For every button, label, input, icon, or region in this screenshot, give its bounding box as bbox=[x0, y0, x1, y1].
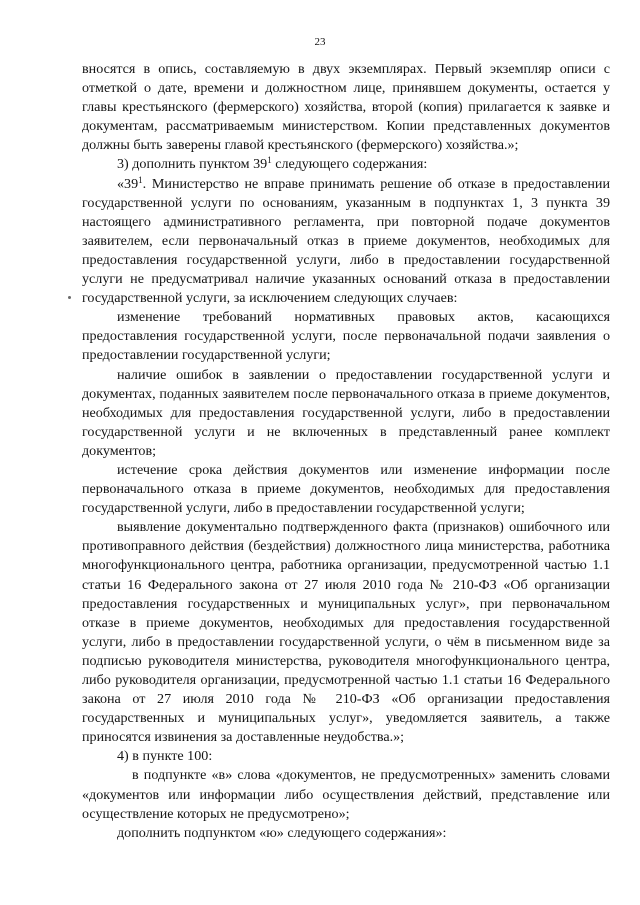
document-body bbox=[82, 60, 610, 843]
scan-artifact bbox=[68, 296, 71, 299]
amendment-3-text: 3) дополнить пунктом 39 bbox=[117, 156, 268, 173]
amendment-3-text-end: следующего содержания: bbox=[271, 156, 428, 173]
list-item-document-expiry: истечение срока действия документов или изменение информации после первоначального отказа в приеме документов, необходимых для предоставления государственной услуги, либо в предоставлении государственной услуги; bbox=[82, 461, 610, 517]
page-number: 23 bbox=[314, 36, 326, 48]
amendment-3-superscript: 1 bbox=[267, 155, 272, 166]
paragraph-amendment-3 bbox=[82, 155, 610, 174]
point-39-1-number: «39 bbox=[117, 175, 139, 192]
paragraph-amendment-4: 4) в пункте 100: bbox=[117, 748, 213, 765]
list-item-unlawful-action: выявление документально подтвержденного факта (признаков) ошибочного или противоправного действия (бездействия) должностного лица министерства, работника многофункционального центра, работника организации, предусмотренной частью 1.1 статьи 16 Федерального закона от 27 июля 2010 года № 210-ФЗ «Об организации предоставления государственных и муниципальных услуг», при первоначальном отказе в приеме документов, необходимых для предоставления государственной услуги, либо в предоставлении государственной услуги, о чём в письменном виде за подписью руководителя министерства, руководителя многофункционального центра, либо руководителя организации, предусмотренной частью 1.1 статьи 16 Федерального закона от 27 июля 2010 года № 210-ФЗ «Об организации предоставления государственных и муниципальных услуг», уведомляется заявитель, а также приносятся извинения за доставленные неудобства.»; bbox=[82, 519, 610, 746]
list-item-errors-in-application: наличие ошибок в заявлении о предоставлении государственной услуги и документах, поданных заявителем после первоначального отказа в приеме документов, необходимых для предоставления государственной услуги, либо в предоставлении государственной услуги и не включенных в представленный ранее комплект документов; bbox=[82, 366, 610, 459]
paragraph-continuation: вносятся в опись, составляемую в двух экземплярах. Первый экземпляр описи с отметкой о дате, времени и должностном лице, принявшем документы, остается у главы крестьянского (фермерского) хозяйства, второй (копия) прилагается к заявке и документам, рассматриваемым министерством. Копии представленных документов должны быть заверены главой крестьянского (фермерского) хозяйства.»; bbox=[82, 61, 610, 154]
paragraph-subpoint-v: в подпункте «в» слова «документов, не предусмотренных» заменить словами «документов или информации либо осуществления действий, представление или осуществление которых не предусмотрено»; bbox=[82, 767, 610, 822]
point-39-1-superscript: 1 bbox=[138, 174, 143, 185]
paragraph-subpoint-yu: дополнить подпунктом «ю» следующего содержания»: bbox=[117, 824, 447, 841]
paragraph-point-39-1 bbox=[82, 175, 610, 309]
list-item-requirements-change: изменение требований нормативных правовых актов, касающихся предоставления государственной услуги, после первоначальной подачи заявления о предоставлении государственной услуги; bbox=[82, 309, 610, 364]
point-39-1-text: . Министерство не вправе принимать решение об отказе в предоставлении государственной услуги по основаниям, указанным в подпунктах 1, 3 пункта 39 настоящего административного регламента, при повторной подаче документов заявителем, если первоначальный отказ в приеме документов, необходимых для предоставления государственной услуги, либо в предоставлении государственной услуги не предусматривал наличие указанных оснований отказа в предоставлении государственной услуги, за исключением следующих случаев: bbox=[82, 175, 610, 307]
